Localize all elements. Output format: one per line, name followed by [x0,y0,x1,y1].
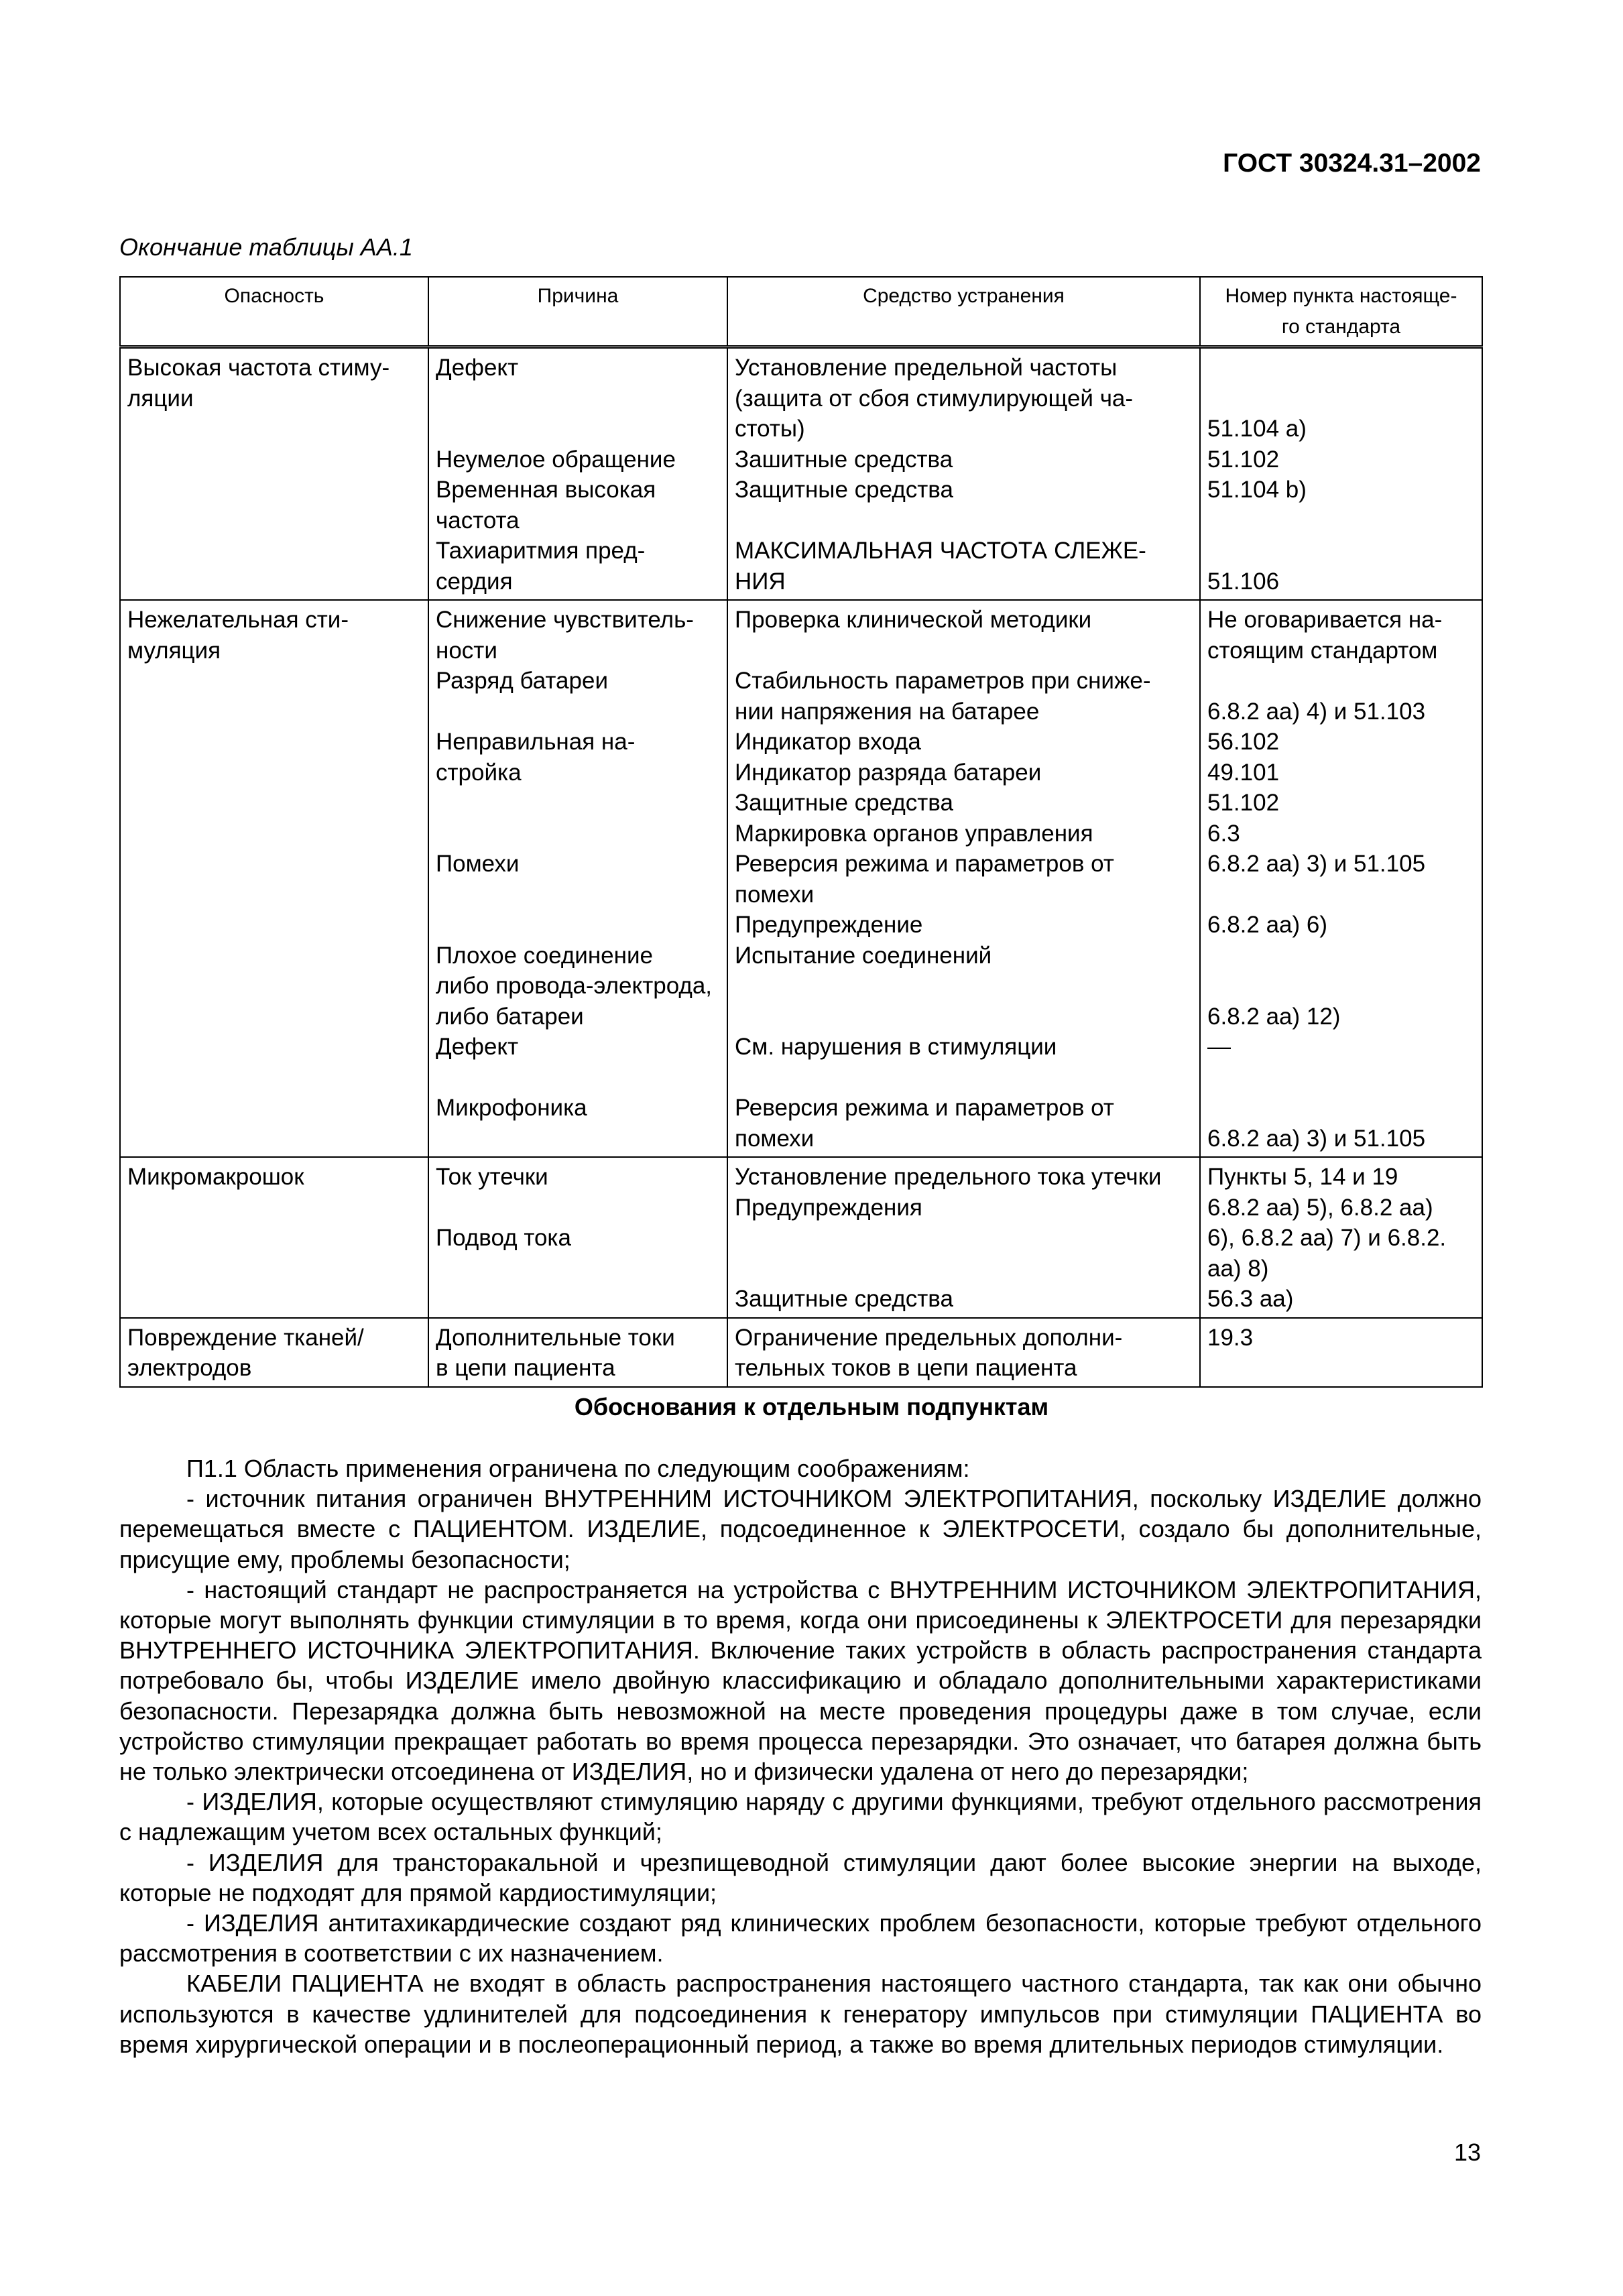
cell-line [1207,880,1475,910]
cell-line: ности [436,637,497,664]
cell-line [436,788,720,819]
table-caption: Окончание таблицы АА.1 [119,233,413,261]
cell-line [436,414,720,444]
paragraph: КАБЕЛИ ПАЦИЕНТА не входят в область распространения настоящего частного стандарта, так как они обычно используются в качестве удлинителей для подсоединения к генератору импульсов при стимуляции ПАЦИЕНТА во время хирургической операции и в послеоперационный период, а также во время длительных периодов стимуляции. [119,1970,1482,2058]
cell-line: го стандарта [1281,315,1401,338]
cell-ref [1200,347,1482,601]
cell-line: в цепи пациента [436,1355,615,1381]
cell-line [1207,666,1475,697]
paragraph: - настоящий стандарт не распространяется на устройства с ВНУТРЕННИМ ИСТОЧНИКОМ ЭЛЕКТРОПИТАНИЯ, которые могут выполнять функции стимуляции в то время, когда они присоединены к ЭЛЕКТРОСЕТИ для перезарядки ВНУТРЕННЕГО ИСТОЧНИКА ЭЛЕКТРОПИТАНИЯ. Включение таких устройств в область распространения стандарта потребовало бы, чтобы ИЗДЕЛИЕ имело двойную классификацию и обладало дополнительными характеристиками безопасности. Перезарядка должна быть невозможной на месте проведения процедуры даже в том случае, если устройство стимуляции прекращает работать во время процесса перезарядки. Это означает, что батарея должна быть не только электрически отсоединена от ИЗДЕЛИЯ, но и физически удалена от него до перезарядки; [119,1575,1482,1786]
cell-line: сердия [436,568,513,595]
cell-line [1207,1093,1475,1124]
cell-line: НИЯ [735,568,786,595]
cell-line [1207,971,1475,1002]
cell-line: Плохое соединение [436,942,653,969]
table-row [120,347,1482,601]
cell-line: Микромакрошок [127,1164,304,1190]
paragraph: - ИЗДЕЛИЯ, которые осуществляют стимуляцию наряду с другими функциями, требуют отдельного рассмотрения с надлежащим учетом всех остальных функций; [119,1788,1482,1846]
cell-line: Предупреждение [735,912,923,938]
cell-line: нии напряжения на батарее [735,698,1040,725]
cell-line: Микрофоника [436,1095,587,1121]
cell-line: Высокая частота стиму- [127,355,390,381]
cell-line [1207,353,1475,383]
header-hazard [120,277,428,347]
cell-line: Испытание соединений [735,942,992,969]
cell-line: частота [436,507,520,534]
header-remedy [727,277,1200,347]
cell-line: стоящим стандартом [1207,637,1438,664]
cell-line: Пункты 5, 14 и 19 [1207,1164,1398,1190]
header-ref [1200,277,1482,347]
cell-line: 19.3 [1207,1324,1254,1351]
cell-line: Разряд батареи [436,668,608,694]
page-number: 13 [1453,2138,1481,2166]
cell-line: Дополнительные токи [436,1324,675,1351]
cell-line: помехи [735,881,815,908]
cell-line: Зашитные средства [735,446,953,473]
cell-line [436,880,720,910]
cell-hazard [120,1318,428,1387]
cell-line [735,1223,1193,1254]
cell-remedy [727,347,1200,601]
table-row [120,1318,1482,1387]
cell-line: 6.8.2 аа) 4) и 51.103 [1207,698,1426,725]
cell-line: Проверка клинической методики [735,607,1092,633]
cell-line: Защитные средства [735,790,953,816]
cell-line: Временная высокая [436,477,656,503]
cell-line [735,1002,1193,1032]
cell-line: 6.3 [1207,820,1240,847]
cell-remedy [727,1157,1200,1318]
cell-line: 51.102 [1207,790,1280,816]
table-row [120,600,1482,1157]
cell-line: Опасность [224,285,324,307]
cell-line: 6), 6.8.2 аа) 7) и 6.8.2. [1207,1225,1447,1251]
cell-line: Причина [537,285,619,307]
cell-hazard [120,347,428,601]
cell-line: Неумелое обращение [436,446,676,473]
cell-line: стройка [436,759,522,786]
cell-ref [1200,1318,1482,1387]
cell-line: стоты) [735,416,805,442]
cell-line: МАКСИМАЛЬНАЯ ЧАСТОТА СЛЕЖЕ- [735,538,1146,564]
cell-hazard [120,1157,428,1318]
cell-line: (защита от сбоя стимулирующей ча- [735,385,1134,412]
paragraph: - ИЗДЕЛИЯ для трансторакальной и чрезпищеводной стимуляции дают более высокие энергии на выходе, которые не подходят для прямой кардиостимуляции; [119,1848,1482,1907]
cell-line [436,910,720,941]
cell-line [436,819,720,849]
cell-line: Установление предельного тока утечки [735,1164,1162,1190]
cell-line [1207,536,1475,566]
table-header-row [120,277,1482,347]
cell-line [1207,505,1475,536]
cell-hazard [120,600,428,1157]
cell-cause [428,347,727,601]
cell-cause [428,600,727,1157]
cell-line: Защитные средства [735,1286,953,1312]
cell-line [1207,941,1475,971]
cell-line: аа) 8) [1207,1255,1269,1282]
cell-line: Повреждение тканей/ [127,1324,364,1351]
cell-line [735,1063,1193,1093]
cell-line: электродов [127,1355,252,1381]
cell-line: Дефект [436,1034,519,1060]
table-row [120,1157,1482,1318]
cell-line: 51.102 [1207,446,1280,473]
cell-line: Индикатор разряда батареи [735,759,1042,786]
cell-line: 6.8.2 аа) 12) [1207,1003,1341,1030]
cell-line: Стабильность параметров при сниже- [735,668,1151,694]
cell-ref [1200,1157,1482,1318]
cell-line: либо батареи [436,1003,584,1030]
section-body [119,1453,1482,2059]
cell-line: — [1207,1034,1231,1060]
cell-line: 51.104 b) [1207,477,1307,503]
cell-line: Номер пункта настояще- [1225,285,1457,307]
section-heading: Обоснования к отдельным подпунктам [574,1393,1049,1421]
cell-line [735,971,1193,1002]
cell-line: Ток утечки [436,1164,548,1190]
cell-line: 56.102 [1207,729,1280,755]
cell-line: Дефект [436,355,519,381]
cell-line: Индикатор входа [735,729,921,755]
cell-remedy [727,1318,1200,1387]
cell-line: Не оговаривается на- [1207,607,1443,633]
standard-code: ГОСТ 30324.31–2002 [1223,149,1481,178]
cell-line: Снижение чувствитель- [436,607,694,633]
cell-line: Защитные средства [735,477,953,503]
cell-line [1207,383,1475,414]
cell-line: Подвод тока [436,1225,571,1251]
hazard-table [119,276,1483,1388]
cell-line: помехи [735,1125,815,1152]
cell-line: Маркировка органов управления [735,820,1093,847]
cell-line: 6.8.2 аа) 3) и 51.105 [1207,1125,1426,1152]
header-cause [428,277,727,347]
cell-line: Средство устранения [863,285,1065,307]
paragraph: П1.1 Область применения ограничена по следующим соображениям: [186,1455,970,1482]
cell-ref [1200,600,1482,1157]
cell-line [436,1063,720,1093]
cell-line: Ограничение предельных дополни- [735,1324,1123,1351]
cell-cause [428,1157,727,1318]
cell-line: тельных токов в цепи пациента [735,1355,1077,1381]
cell-line: Реверсия режима и параметров от [735,1095,1114,1121]
cell-line: 51.106 [1207,568,1280,595]
cell-line: 56.3 аа) [1207,1286,1294,1312]
cell-remedy [727,600,1200,1157]
cell-line: ляции [127,385,194,412]
cell-line: Помехи [436,851,520,877]
cell-line: 51.104 a) [1207,416,1307,442]
cell-line [1207,1063,1475,1093]
cell-line: Тахиаритмия пред- [436,538,646,564]
cell-line [436,697,720,727]
cell-line: Предупреждения [735,1194,922,1221]
cell-line: Установление предельной частоты [735,355,1118,381]
cell-line [735,636,1193,666]
cell-line: 6.8.2 аа) 6) [1207,912,1327,938]
cell-line [735,1254,1193,1284]
cell-line [436,383,720,414]
cell-cause [428,1318,727,1387]
cell-line: муляция [127,637,221,664]
cell-line: Нежелательная сти- [127,607,349,633]
cell-line: либо провода-электрода, [436,973,713,999]
cell-line: 6.8.2 аа) 3) и 51.105 [1207,851,1426,877]
cell-line [735,505,1193,536]
cell-line: См. нарушения в стимуляции [735,1034,1057,1060]
cell-line: 49.101 [1207,759,1280,786]
cell-line [436,1193,720,1223]
cell-line: 6.8.2 аа) 5), 6.8.2 аа) [1207,1194,1433,1221]
paragraph: - ИЗДЕЛИЯ антитахикардические создают ряд клинических проблем безопасности, которые требуют отдельного рассмотрения в соответствии с их назначением. [119,1909,1482,1968]
cell-line: Неправильная на- [436,729,636,755]
paragraph: - источник питания ограничен ВНУТРЕННИМ ИСТОЧНИКОМ ЭЛЕКТРОПИТАНИЯ, поскольку ИЗДЕЛИЕ должно перемещаться вместе с ПАЦИЕНТОМ. ИЗДЕЛИЕ, подсоединенное к ЭЛЕКТРОСЕТИ, создало бы дополнительные, присущие ему, проблемы безопасности; [119,1485,1482,1573]
cell-line: Реверсия режима и параметров от [735,851,1114,877]
